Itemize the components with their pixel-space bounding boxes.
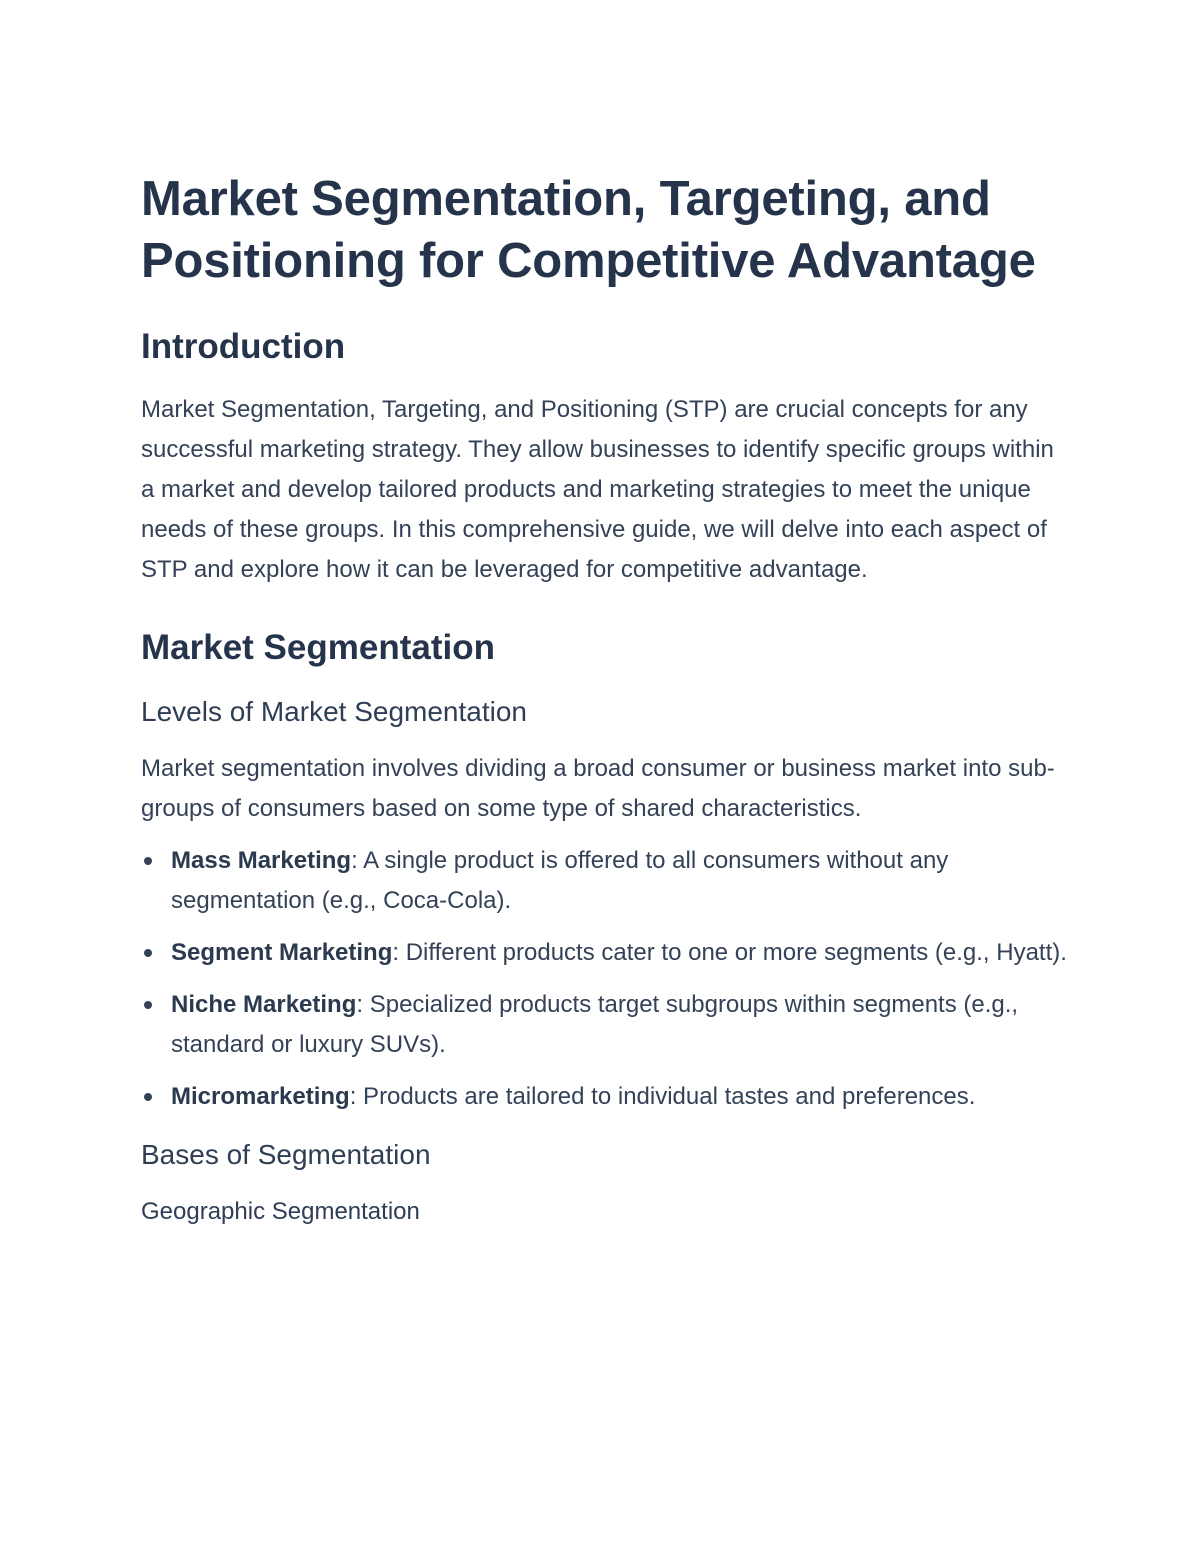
introduction-paragraph: Market Segmentation, Targeting, and Positioning (STP) are crucial concepts for any successful marketing strategy. They allow businesses to identify specific groups within a market and develop tailored products and marketing strategies to meet the unique needs of these groups. In this comprehensive guide, we will delve into each aspect of STP and explore how it can be leveraged for competitive advantage. [141, 396, 1054, 583]
list-item-term: Segment Marketing [171, 939, 393, 966]
introduction-heading: Introduction [141, 327, 346, 366]
market-segmentation-heading: Market Segmentation [141, 628, 495, 667]
bullet-icon [144, 1001, 152, 1009]
bullet-icon [144, 1093, 152, 1101]
list-item [141, 1077, 1071, 1117]
list-item-term: Micromarketing [171, 1083, 350, 1110]
list-item-text: : Different products cater to one or more segments (e.g., Hyatt). [392, 939, 1067, 966]
list-item-term: Niche Marketing [171, 991, 357, 1018]
levels-list [141, 841, 1071, 1117]
list-item-text: : Specialized products target subgroups within segments (e.g., standard or luxury SUVs). [171, 991, 1019, 1058]
document-title: Market Segmentation, Targeting, and Positioning for Competitive Advantage [141, 172, 1036, 288]
list-item [141, 933, 1071, 973]
levels-heading: Levels of Market Segmentation [141, 696, 527, 727]
list-item-text: : Products are tailored to individual tastes and preferences. [349, 1083, 976, 1110]
list-item [141, 841, 1071, 921]
bases-heading: Bases of Segmentation [141, 1139, 431, 1170]
levels-paragraph: Market segmentation involves dividing a broad consumer or business market into sub-groups of consumers based on some type of shared characteristics. [141, 755, 1055, 822]
bullet-icon [144, 857, 152, 865]
list-item-text: : A single product is offered to all consumers without any segmentation (e.g., Coca-Cola). [171, 847, 949, 914]
document-page [141, 168, 1071, 1227]
bullet-icon [144, 949, 152, 957]
list-item-term: Mass Marketing [171, 847, 352, 874]
geographic-segmentation-heading: Geographic Segmentation [141, 1198, 420, 1225]
list-item [141, 985, 1071, 1065]
